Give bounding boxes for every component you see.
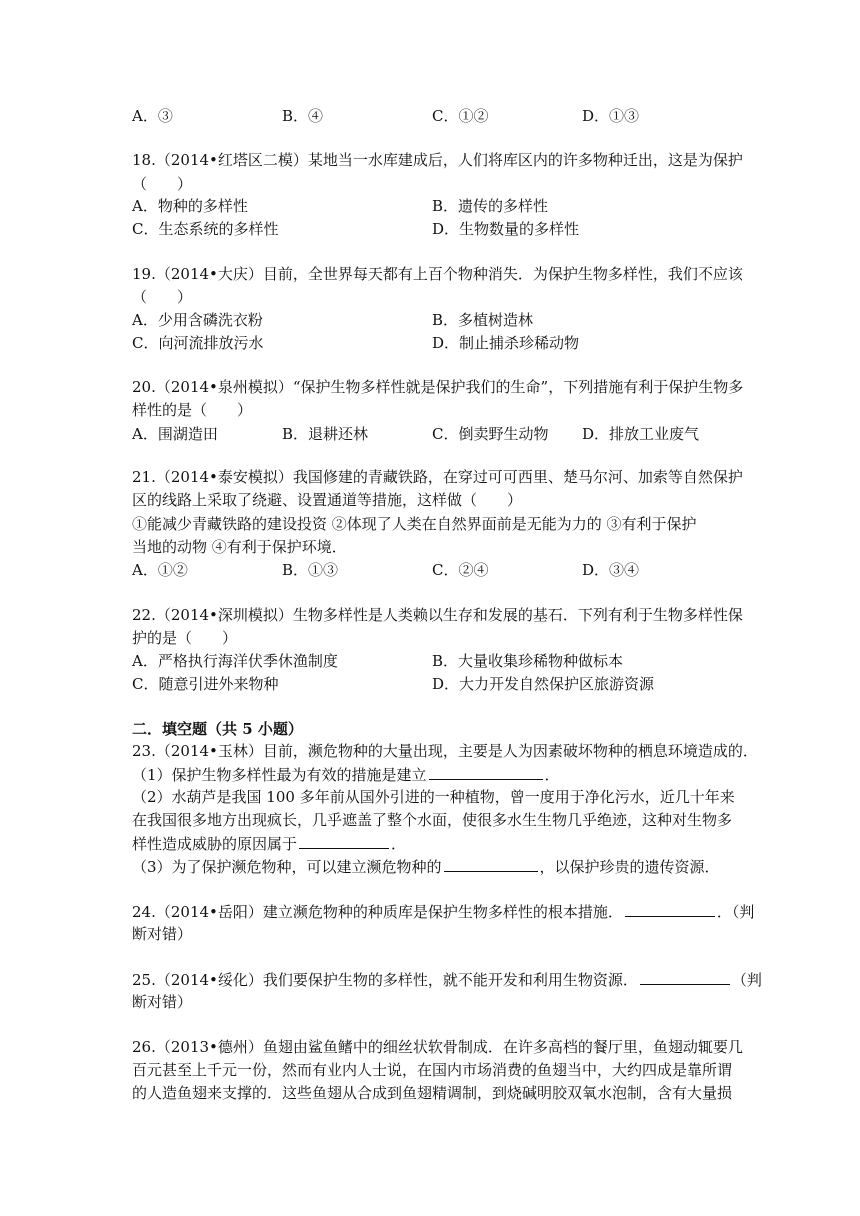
q20-option-c[interactable]: C．倒卖野生动物 [432,425,549,443]
q18-stem-line2: （ ） [132,175,193,193]
q21-option-b[interactable]: B．①③ [282,561,339,579]
q25-line2: 断对错） [132,993,193,1011]
q19-option-b[interactable]: B．多植树造林 [432,311,534,329]
q18-option-d[interactable]: D．生物数量的多样性 [432,220,580,238]
q18-stem-line1: 18.（2014•红塔区二模）某地当一水库建成后，人们将库区内的许多物种迁出，这是为保护 [132,151,743,169]
q23-part2-line2: 在我国很多地方出现疯长，几乎遮盖了整个水面，使很多水生生物几乎绝迹，这种对生物多 [132,811,733,829]
q18-option-b[interactable]: B．遗传的多样性 [432,197,549,215]
q22-option-a[interactable]: A．严格执行海洋伏季休渔制度 [132,652,338,670]
q18-option-a[interactable]: A．物种的多样性 [132,197,248,215]
q20-option-a[interactable]: A．围湖造田 [132,425,218,443]
q23-part2-line1: （2）水葫芦是我国 100 多年前从国外引进的一种植物，曾一度用于净化污水，近几十年来 [132,788,735,806]
q17-option-b[interactable]: B．④ [282,107,324,125]
q23-blank-1[interactable] [429,764,543,780]
q17-option-d[interactable]: D．①③ [582,107,640,125]
q17-option-a[interactable]: A．③ [132,107,173,125]
q23-part2-line3: 样性造成威胁的原因属于 ． [132,835,407,853]
q23-blank-3[interactable] [444,856,538,872]
q19-stem-line1: 19.（2014•大庆）目前，全世界每天都有上百个物种消失．为保护生物多样性，我们不应该 [132,265,743,283]
q26-line3: 的人造鱼翅来支撑的．这些鱼翅从合成到鱼翅精调制，到烧碱明胶双氧水泡制，含有大量损 [132,1084,733,1102]
q22-option-b[interactable]: B．大量收集珍稀物种做标本 [432,652,624,670]
q20-option-b[interactable]: B．退耕还林 [282,425,369,443]
q24-line1: 24.（2014•岳阳）建立濒危物种的种质库是保护生物多样性的根本措施． ．（判 [132,903,755,921]
q25-blank[interactable] [640,969,730,985]
q21-option-c[interactable]: C．②④ [432,561,489,579]
q19-option-a[interactable]: A．少用含磷洗衣粉 [132,311,263,329]
q25-line1: 25.（2014•绥化）我们要保护生物的多样性，就不能开发和利用生物资源． （判 [132,971,762,989]
q24-line2: 断对错） [132,925,193,943]
q24-blank[interactable] [625,901,715,917]
q23-part1: （1）保护生物多样性最为有效的措施是建立 ． [132,766,560,784]
q18-option-c[interactable]: C．生态系统的多样性 [132,220,279,238]
q22-stem-line1: 22.（2014•深圳模拟）生物多样性是人类赖以生存和发展的基石．下列有利于生物多样性保 [132,606,743,624]
q20-stem-line2: 样性的是（ ） [132,401,253,419]
q23-part3: （3）为了保护濒危物种，可以建立濒危物种的 ，以保护珍贵的遗传资源． [132,858,720,876]
q21-stem-line3: ①能减少青藏铁路的建设投资 ②体现了人类在自然界面前是无能为力的 ③有利于保护 [132,515,697,533]
q23-stem-line1: 23.（2014•玉林）目前，濒危物种的大量出现，主要是人为因素破坏物种的栖息环境造成的． [132,742,758,760]
q22-stem-line2: 护的是（ ） [132,629,238,647]
q20-stem-line1: 20.（2014•泉州模拟）“保护生物多样性就是保护我们的生命”，下列措施有利于保护生物多 [132,378,744,396]
q26-line2: 百元甚至上千元一份，然而有业内人士说，在国内市场消费的鱼翅当中，大约四成是靠所谓 [132,1061,733,1079]
q21-option-a[interactable]: A．①② [132,561,188,579]
q20-option-d[interactable]: D．排放工业废气 [582,425,700,443]
q21-stem-line2: 区的线路上采取了绕避、设置通道等措施，这样做（ ） [132,491,523,509]
section-heading-fill-in: 二．填空题（共 5 小题） [132,720,303,738]
q19-option-d[interactable]: D．制止捕杀珍稀动物 [432,334,580,352]
q19-stem-line2: （ ） [132,288,193,306]
q19-option-c[interactable]: C．向河流排放污水 [132,334,264,352]
q22-option-d[interactable]: D．大力开发自然保护区旅游资源 [432,675,655,693]
q21-option-d[interactable]: D．③④ [582,561,640,579]
q22-option-c[interactable]: C．随意引进外来物种 [132,675,279,693]
q26-line1: 26.（2013•德州）鱼翅由鲨鱼鳍中的细丝状软骨制成．在许多高档的餐厅里，鱼翅动辄要几 [132,1038,743,1056]
q21-stem-line1: 21.（2014•泰安模拟）我国修建的青藏铁路，在穿过可可西里、楚马尔河、加索等自然保护 [132,468,743,486]
q23-blank-2[interactable] [299,833,389,849]
q17-option-c[interactable]: C．①② [432,107,489,125]
q21-stem-line4: 当地的动物 ④有利于保护环境． [132,538,347,556]
